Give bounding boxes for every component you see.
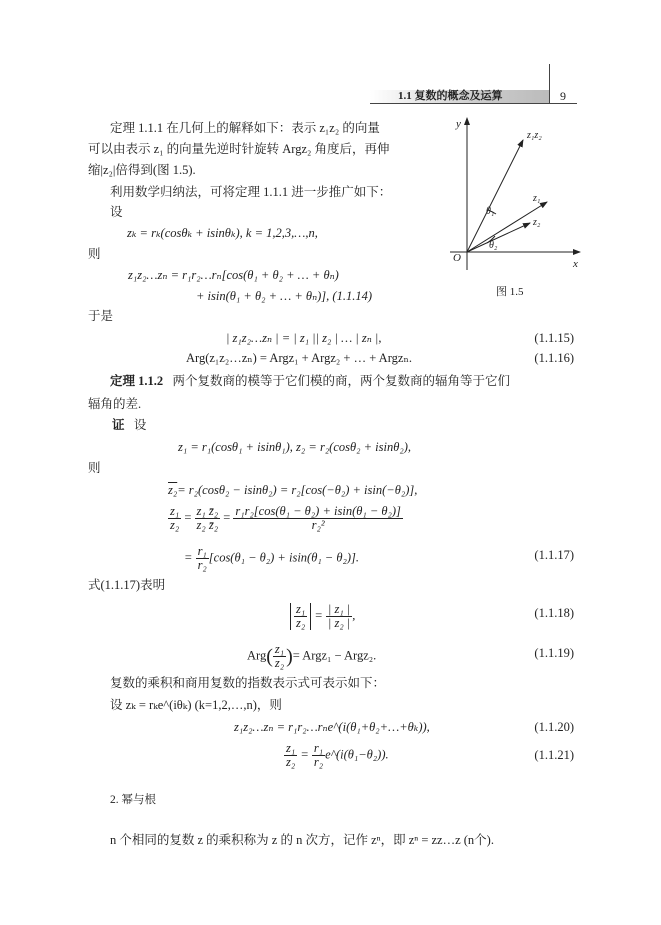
equation: Arg( $\frac{\text{z₁}}{\text{z₂}}$ )= Argz₁ − Argz₂. (247, 642, 377, 670)
quotient-equation: $\frac{\text{z₁}}{\text{z₂}}$ = $\frac{\text{z₁ z̄₂}}{\text{z₂ z̄₂}}$ = $\frac{\text{r₁r₂[cos(θ₁ − θ₂) + isin(θ₁ − θ₂)]}}{\text{r₂²}}$ (170, 504, 401, 532)
figure-vectors (440, 110, 590, 275)
paragraph-line: 设 zₖ = rₖe^(iθₖ) (k=1,2,…,n)，则 (110, 698, 282, 712)
theorem-text: 两个复数商的模等于它们模的商，两个复数商的辐角等于它们 (172, 374, 511, 388)
figure-caption: 图 1.5 (496, 286, 524, 298)
label-z1: z₁ (533, 193, 541, 204)
equation: = $\frac{\text{r₁}}{\text{r₂}}$ [cos(θ₁ − θ₂) + isin(θ₁ − θ₂)]. (184, 544, 360, 572)
paragraph-line: 式(1.1.17)表明 (88, 578, 166, 592)
equation-rhs: = r₂(cosθ₂ − isinθ₂) = r₂[cos(−θ₂) + isin(−θ₂)], (177, 483, 418, 497)
proof-text: 设 (133, 418, 147, 432)
numerator: | z₁ | (327, 602, 351, 616)
numerator: z₁ (274, 642, 285, 656)
arg-label: Arg (247, 648, 267, 663)
equation: $\frac{\text{z₁}}{\text{z₂}}$ = $\frac{\text{r₁}}{\text{r₂}}$ e^(i(θ₁−θ₂)). (286, 741, 389, 769)
denominator: z₂ (274, 656, 285, 670)
axis-label-x: x (573, 258, 578, 270)
conjugate-z2: z₂ (168, 483, 178, 497)
denominator: z₂ z̄₂ (196, 518, 219, 532)
label-theta1: θ₁ (486, 206, 495, 217)
equation-rhs: = Argz₁ − Argz₂. (292, 648, 377, 663)
denominator: | z₂ | (327, 616, 351, 630)
paragraph-line: 定理 1.1.1 在几何上的解释如下：表示 z₁z₂ 的向量 (110, 121, 380, 135)
paragraph-line: 缩|z₂|倍得到(图 1.5). (88, 163, 196, 177)
equation-rhs: [cos(θ₁ − θ₂) + isin(θ₁ − θ₂)]. (208, 550, 360, 565)
equation: $\frac{\text{z₁}}{\text{z₂}}$ = $\frac{\text{| z₁ |}}{\text{| z₂ |}}$ , (290, 603, 355, 630)
equation-number: (1.1.15) (534, 331, 574, 345)
denominator: z₂ (170, 518, 180, 532)
theorem-line (110, 373, 510, 389)
section-heading: 2. 幂与根 (110, 794, 156, 806)
equation: + isin(θ₁ + θ₂ + … + θₙ)], (1.1.14) (196, 289, 372, 303)
denominator: z₂ (286, 755, 296, 769)
numerator: r₁ (197, 544, 207, 558)
equation-number: (1.1.16) (534, 351, 574, 365)
label-z1z2: z₁z₂ (527, 130, 542, 141)
label-z2: z₂ (533, 217, 541, 228)
denominator: r₂ (197, 558, 207, 572)
paragraph-line: n 个相同的复数 z 的乘积称为 z 的 n 次方，记作 zⁿ，即 zⁿ = zz…z (n个). (110, 833, 494, 847)
equation-number: (1.1.20) (534, 720, 574, 734)
numerator: z₁ (286, 741, 296, 755)
paragraph-line: 则 (88, 461, 101, 475)
equation-number: (1.1.18) (534, 606, 574, 620)
paragraph-line: 利用数学归纳法，可将定理 1.1.1 进一步推广如下： (110, 185, 392, 199)
proof-line (112, 417, 146, 433)
numerator: z₁ (170, 504, 180, 518)
numerator: z₁ z̄₂ (196, 504, 219, 518)
exponential: e^(i(θ₁−θ₂)). (325, 747, 389, 762)
paragraph-line: 于是 (88, 309, 114, 323)
denominator: r₂² (311, 518, 325, 532)
paragraph-line: 设 (110, 205, 123, 219)
equation (168, 482, 417, 498)
denominator: z₂ (296, 616, 306, 630)
theorem-label: 定理 1.1.2 (110, 374, 164, 388)
axis-label-y: y (456, 118, 461, 130)
equation: z₁ = r₁(cosθ₁ + isinθ₁), z₂ = r₂(cosθ₂ + isinθ₂), (178, 440, 411, 454)
equation: zₖ = rₖ(cosθₖ + isinθₖ), k = 1,2,3,…,n, (127, 226, 318, 240)
origin-label: O (453, 252, 461, 264)
section-title: 1.1 复数的概念及运算 (398, 90, 503, 102)
page-number: 9 (560, 89, 566, 103)
paragraph-line: 复数的乘积和商用复数的指数表示式可表示如下： (110, 676, 386, 690)
label-theta2: θ₂ (489, 240, 498, 251)
equation: | z₁z₂…zₙ | = | z₁ || z₂ | … | zₙ |, (226, 331, 382, 345)
denominator: r₂ (313, 755, 324, 769)
vector-z2 (467, 223, 530, 252)
numerator: r₁ (313, 741, 324, 755)
header-divider (549, 64, 550, 104)
equation: z₁z₂…zₙ = r₁r₂…rₙ[cos(θ₁ + θ₂ + … + θₙ) (128, 268, 339, 282)
equation-number: (1.1.19) (534, 646, 574, 660)
paragraph-line: 辐角的差. (88, 397, 142, 411)
numerator: r₁r₂[cos(θ₁ − θ₂) + isin(θ₁ − θ₂)] (235, 504, 401, 518)
paragraph-line: 则 (88, 247, 101, 261)
proof-label: 证 (112, 418, 125, 432)
equation: Arg(z₁z₂…zₙ) = Argz₁ + Argz₂ + … + Argzₙ. (186, 351, 412, 365)
equation-number: (1.1.17) (534, 548, 574, 562)
equation: z₁z₂…zₙ = r₁r₂…rₙe^(i(θ₁+θ₂+…+θₖ)), (234, 720, 430, 734)
vector-z1z2 (467, 140, 523, 252)
numerator: z₁ (296, 602, 306, 616)
paragraph-line: 可以由表示 z₁ 的向量先逆时针旋转 Argz₂ 角度后，再伸 (88, 142, 390, 156)
equation-number: (1.1.21) (534, 748, 574, 762)
